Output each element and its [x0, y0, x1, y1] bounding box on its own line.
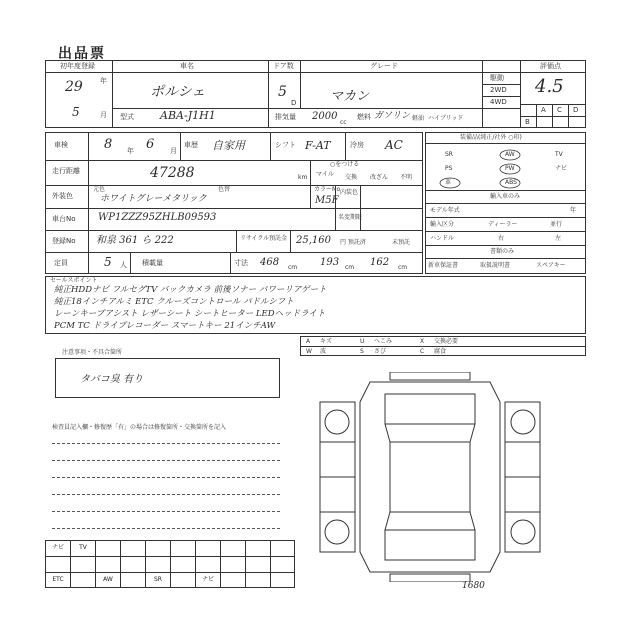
legend-a: A — [306, 338, 311, 345]
ac-label: 冷房 — [350, 141, 364, 149]
make-label: 車名 — [180, 62, 194, 70]
capacity-unit: 人 — [120, 261, 127, 269]
import-model-year-label: モデル年式 — [430, 207, 460, 214]
mile-opt-exchange: 交換 — [345, 174, 358, 181]
shift-label: シフト — [275, 141, 296, 149]
year-value: 29 — [65, 79, 83, 95]
chassis-label: 車台No — [52, 215, 76, 223]
height-value: 162 — [370, 257, 390, 268]
docs-spare-key: スペアキー — [536, 262, 566, 269]
abcd-b: B — [525, 118, 530, 126]
door-label: ドア数 — [273, 62, 294, 70]
color-code-value: M5F — [315, 195, 339, 206]
mile-label: マイル — [316, 171, 334, 178]
legend-s: S — [360, 348, 364, 355]
lot-number: 1680 — [462, 581, 485, 591]
make-value: ポルシェ — [150, 84, 206, 100]
length-unit: cm — [288, 264, 298, 271]
drive-2wd: 2WD — [490, 86, 507, 94]
import-handle-unit: 左 — [555, 235, 562, 242]
page-title: 出品票 — [58, 46, 106, 62]
docs-header: 書類のみ — [490, 248, 515, 255]
legend-a-text: キズ — [320, 338, 332, 345]
legend-u-text: へこみ — [374, 338, 393, 345]
legend-u: U — [360, 338, 365, 345]
equip-aw: AW — [505, 151, 515, 158]
name-change-label: 名変期限 — [338, 214, 363, 221]
shaken-label: 車検 — [54, 141, 68, 149]
drive-label: 駆動 — [490, 74, 504, 82]
legend-s-text: さび — [374, 348, 387, 355]
cc-value: 2000 — [312, 111, 338, 122]
abcd-a: A — [541, 106, 546, 114]
fuel-diesel: 軽油 — [412, 115, 425, 122]
reg-label: 登録No — [52, 237, 76, 245]
color-code-label: カラーNo — [314, 186, 341, 193]
selling-line-4: PCM TC ドライブレコーダー スマートキー 21インチAW — [54, 321, 276, 331]
mileage-unit: km — [298, 174, 308, 181]
equip-leather: 革 — [445, 179, 452, 186]
equip-navi: ナビ — [555, 165, 568, 172]
equip-ps: PS — [445, 165, 453, 172]
length-value: 468 — [260, 257, 280, 268]
recycle-value: 25,160 — [296, 235, 331, 246]
mileage-value: 47288 — [150, 165, 195, 181]
chassis-value: WP1ZZZ95ZHLB09593 — [98, 212, 217, 223]
fuel-label: 燃料 — [357, 113, 371, 121]
grid-r3c3: AW — [103, 576, 113, 583]
ac-value: AC — [385, 138, 403, 152]
capacity-label: 定員 — [54, 259, 68, 267]
shaken-year-unit: 年 — [127, 147, 134, 155]
grid-r3c5: SR — [154, 576, 162, 583]
reg-value: 和泉 361 ら 222 — [96, 235, 174, 246]
selling-label: セールスポイント — [50, 277, 98, 284]
import-model-year-unit: 年 — [570, 207, 577, 214]
legend-w-text: 波 — [320, 348, 327, 355]
car-damage-diagram[interactable] — [315, 372, 545, 582]
recycle-deposited: 円 預託済 — [340, 239, 366, 246]
interior-label: 内装色 — [340, 189, 359, 196]
score-value: 4.5 — [535, 76, 564, 97]
notes-label: 注意事項・不具合箇所 — [62, 349, 123, 356]
height-unit: cm — [398, 264, 408, 271]
shaken-year: 8 — [104, 137, 113, 152]
year-unit: 年 — [100, 77, 107, 85]
fuel-value: ガソリン — [374, 111, 411, 121]
door-suffix: D — [291, 99, 297, 107]
equip-abs: ABS — [505, 179, 517, 186]
selling-line-3: レーンキープアシスト レザーシート シートヒーター LEDヘッドライト — [54, 309, 326, 319]
year-label: 初年度登録 — [60, 62, 95, 70]
legend-x-text: 交換必要 — [434, 338, 459, 345]
import-handle-value: 右 — [498, 235, 505, 242]
abcd-d: D — [573, 106, 579, 114]
import-class-unit: 並行 — [550, 221, 563, 228]
type-label: 型式 — [120, 113, 134, 121]
width-unit: cm — [345, 264, 355, 271]
size-label: 寸法 — [234, 259, 248, 267]
use-value: 自家用 — [212, 139, 245, 152]
door-value: 5 — [278, 84, 287, 100]
grade-label: グレード — [370, 62, 398, 70]
score-label: 評価点 — [540, 62, 561, 70]
capacity-value: 5 — [104, 255, 112, 269]
color-original-label: 元色 — [93, 186, 106, 193]
color-original-value: ホワイトグレーメタリック — [100, 194, 207, 204]
drive-4wd: 4WD — [490, 98, 507, 106]
width-value: 193 — [320, 257, 340, 268]
docs-manual: 取扱説明書 — [480, 262, 511, 269]
equip-circles — [425, 143, 586, 190]
docs-warranty: 新車保証書 — [428, 262, 459, 269]
grade-value: マカン — [330, 89, 370, 104]
equip-tv: TV — [555, 151, 563, 158]
exterior-label: 外装色 — [52, 192, 73, 200]
cc-unit: cc — [340, 119, 347, 126]
import-handle-label: ハンドル — [430, 235, 455, 242]
grid-r1c2: TV — [79, 544, 87, 551]
notes-value: タバコ臭 有り — [80, 374, 144, 385]
import-class-label: 輸入区分 — [430, 221, 455, 228]
equip-header: 装備品(純正/社外 ○印) — [460, 134, 522, 141]
import-header: 輸入車のみ — [490, 193, 521, 200]
recycle-label: リサイクル預託金 — [240, 235, 288, 242]
mile-opt-tampered: 改ざん — [370, 174, 389, 181]
selling-line-1: 純正HDDナビ フルセグTV バックカメラ 前後ソナー パワーリアゲート — [54, 285, 327, 295]
import-class-value: ディーラー — [488, 221, 518, 228]
grid-r3c1: ETC — [52, 576, 64, 583]
cc-label: 排気量 — [275, 113, 296, 121]
type-value: ABA-J1H1 — [160, 109, 216, 122]
fuel-hybrid: ハイブリッド — [428, 115, 464, 122]
selling-line-2: 純正18インチアルミ ETC クルーズコントロール パドルシフト — [54, 297, 294, 307]
legend-w: W — [306, 348, 312, 355]
mileage-opts-label: ○をつける — [330, 161, 360, 168]
shaken-month-unit: 月 — [170, 147, 177, 155]
equip-pw: PW — [505, 165, 515, 172]
load-label: 積載量 — [142, 259, 163, 267]
legend-c-text: 腐食 — [434, 348, 447, 355]
color-changed-label: 色替 — [218, 186, 231, 193]
grid-r3c7: ナビ — [201, 576, 214, 583]
grid-r1c1: ナビ — [51, 544, 64, 551]
legend-c: C — [420, 348, 425, 355]
mile-opt-unknown: 不明 — [400, 174, 413, 181]
month-unit: 月 — [100, 111, 107, 119]
shift-value: F-AT — [305, 139, 331, 152]
legend-x: X — [420, 338, 425, 345]
month-value: 5 — [72, 105, 80, 119]
recycle-not-deposited: 未預託 — [392, 239, 411, 246]
abcd-c: C — [557, 106, 562, 114]
inspector-label: 検査員記入欄・修復歴「有」の場合は修復箇所・交換箇所を記入 — [52, 424, 227, 431]
equip-sr: SR — [445, 151, 453, 158]
shaken-month: 6 — [146, 137, 155, 152]
mileage-label: 走行距離 — [52, 167, 80, 175]
use-label: 車歴 — [184, 141, 198, 149]
